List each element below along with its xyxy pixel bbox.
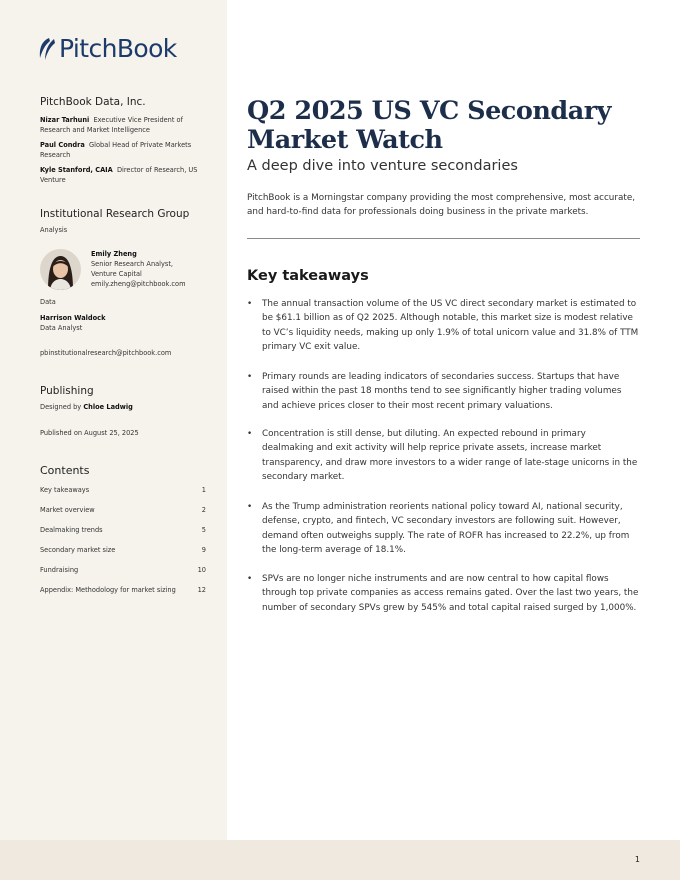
key-takeaways-heading: Key takeaways [247,268,369,284]
group-title: Institutional Research Group [40,208,190,220]
takeaway-item [247,427,640,484]
person-stanford [40,165,215,185]
person-tarhuni [40,115,215,135]
takeaway-text: Concentration is still dense, but diluting. An expected rebound in primary dealmaking and exit activity will help reprice private assets, increase market transparency, and draw more investors to a wider range of late-stage unicorns in the secondary market. [262,429,638,482]
person-name: Nizar Tarhuni [40,116,90,124]
analysis-label: Analysis [40,226,68,234]
contents-item[interactable] [40,525,206,545]
contents-item-page: 1 [201,486,206,494]
designer-name: Chloe Ladwig [83,403,133,411]
logo-text: PitchBook [59,34,177,63]
sidebar [0,0,227,840]
analyst-email[interactable]: emily.zheng@pitchbook.com [91,280,186,288]
analyst-photo [40,249,81,290]
contents-item-label: Appendix: Methodology for market sizing [40,586,176,594]
page-number: 1 [634,855,640,864]
takeaway-text: As the Trump administration reorients national policy toward AI, national security, defense, crypto, and fintech, VC secondary investors are following suit. However, demand often outweighs supply. The rate of ROFR has increased to 22.2%, up from the long-term average of 18.1%. [262,502,630,555]
org-block [40,96,215,185]
takeaway-item [247,297,640,354]
analyst-info [91,249,211,289]
contents-item-page: 2 [201,506,206,514]
person-role: Global Head of Private Markets Research [40,141,192,159]
contents-item-page: 12 [197,586,206,594]
publishing-block [40,385,215,438]
contents-block [40,464,206,605]
pitchbook-logo[interactable] [36,36,177,62]
takeaway-text: The annual transaction volume of the US VC direct secondary market is estimated to be $61.1 billion as of Q2 2025. Although notable, this market size is modest relative to VC’s liquidity needs, making up only 1.9% of total unicorn value and 31.8% of TTM primary VC exit value. [262,299,639,352]
bullet-icon: • [247,372,253,382]
contents-item-label: Dealmaking trends [40,526,103,534]
data-analyst-role: Data Analyst [40,324,83,332]
report-title-line-2: Market Watch [247,125,443,155]
publishing-title: Publishing [40,385,94,397]
analyst-avatar [40,249,81,290]
research-group-block [40,208,215,235]
contents-item-page: 10 [197,566,206,574]
contents-item-label: Key takeaways [40,486,90,494]
contents-item[interactable] [40,565,206,585]
published-date: Published on August 25, 2025 [40,429,139,437]
bullet-icon: • [247,299,253,309]
divider [247,238,640,239]
pitchbook-leaf-icon [36,36,58,62]
contents-item-label: Fundraising [40,566,79,574]
takeaway-item [247,370,640,413]
report-subtitle: A deep dive into venture secondaries [247,158,518,174]
contents-item-page: 5 [201,526,206,534]
contents-item-label: Secondary market size [40,546,116,554]
takeaway-item [247,572,640,615]
contents-title: Contents [40,464,90,477]
analyst-team: Venture Capital [91,270,142,278]
person-role: Director of Research, US Venture [40,166,198,184]
bullet-icon: • [247,502,253,512]
person-condra [40,140,215,160]
person-role: Executive Vice President of Research and Market Intelligence [40,116,183,134]
report-header [247,97,640,175]
contact-email[interactable]: pbinstitutionalresearch@pitchbook.com [40,349,172,357]
data-analyst-name: Harrison Waldock [40,314,106,322]
data-team-block [40,297,215,358]
designed-by-label: Designed by [40,403,82,411]
analyst-role: Senior Research Analyst, [91,260,174,268]
takeaway-text: SPVs are no longer niche instruments and are now central to how capital flows through top private companies as access remains gated. Over the last two years, the number of secondary SPVs grew by 545% and total capital raised surged by 1,000%. [262,574,639,613]
report-intro: PitchBook is a Morningstar company providing the most comprehensive, most accurate, and hard-to-find data for professionals doing business in the private markets. [247,193,636,217]
person-name: Paul Condra [40,141,85,149]
contents-item[interactable] [40,545,206,565]
contents-item-page: 9 [201,546,206,554]
contents-item[interactable] [40,505,206,525]
takeaway-item [247,500,640,557]
report-title-line-1: Q2 2025 US VC Secondary [247,96,611,126]
takeaway-text: Primary rounds are leading indicators of secondaries success. Startups that have raised within the past 18 months tend to see significantly higher trading volumes and achieve prices closer to their most recent primary valuations. [262,372,622,411]
bullet-icon: • [247,429,253,439]
analyst-name: Emily Zheng [91,250,137,258]
data-label: Data [40,298,56,306]
person-name: Kyle Stanford, CAIA [40,166,113,174]
contents-item[interactable] [40,585,206,605]
page-footer [0,840,680,880]
contents-item-label: Market overview [40,506,95,514]
contents-item[interactable] [40,485,206,505]
bullet-icon: • [247,574,253,584]
org-name: PitchBook Data, Inc. [40,96,146,108]
